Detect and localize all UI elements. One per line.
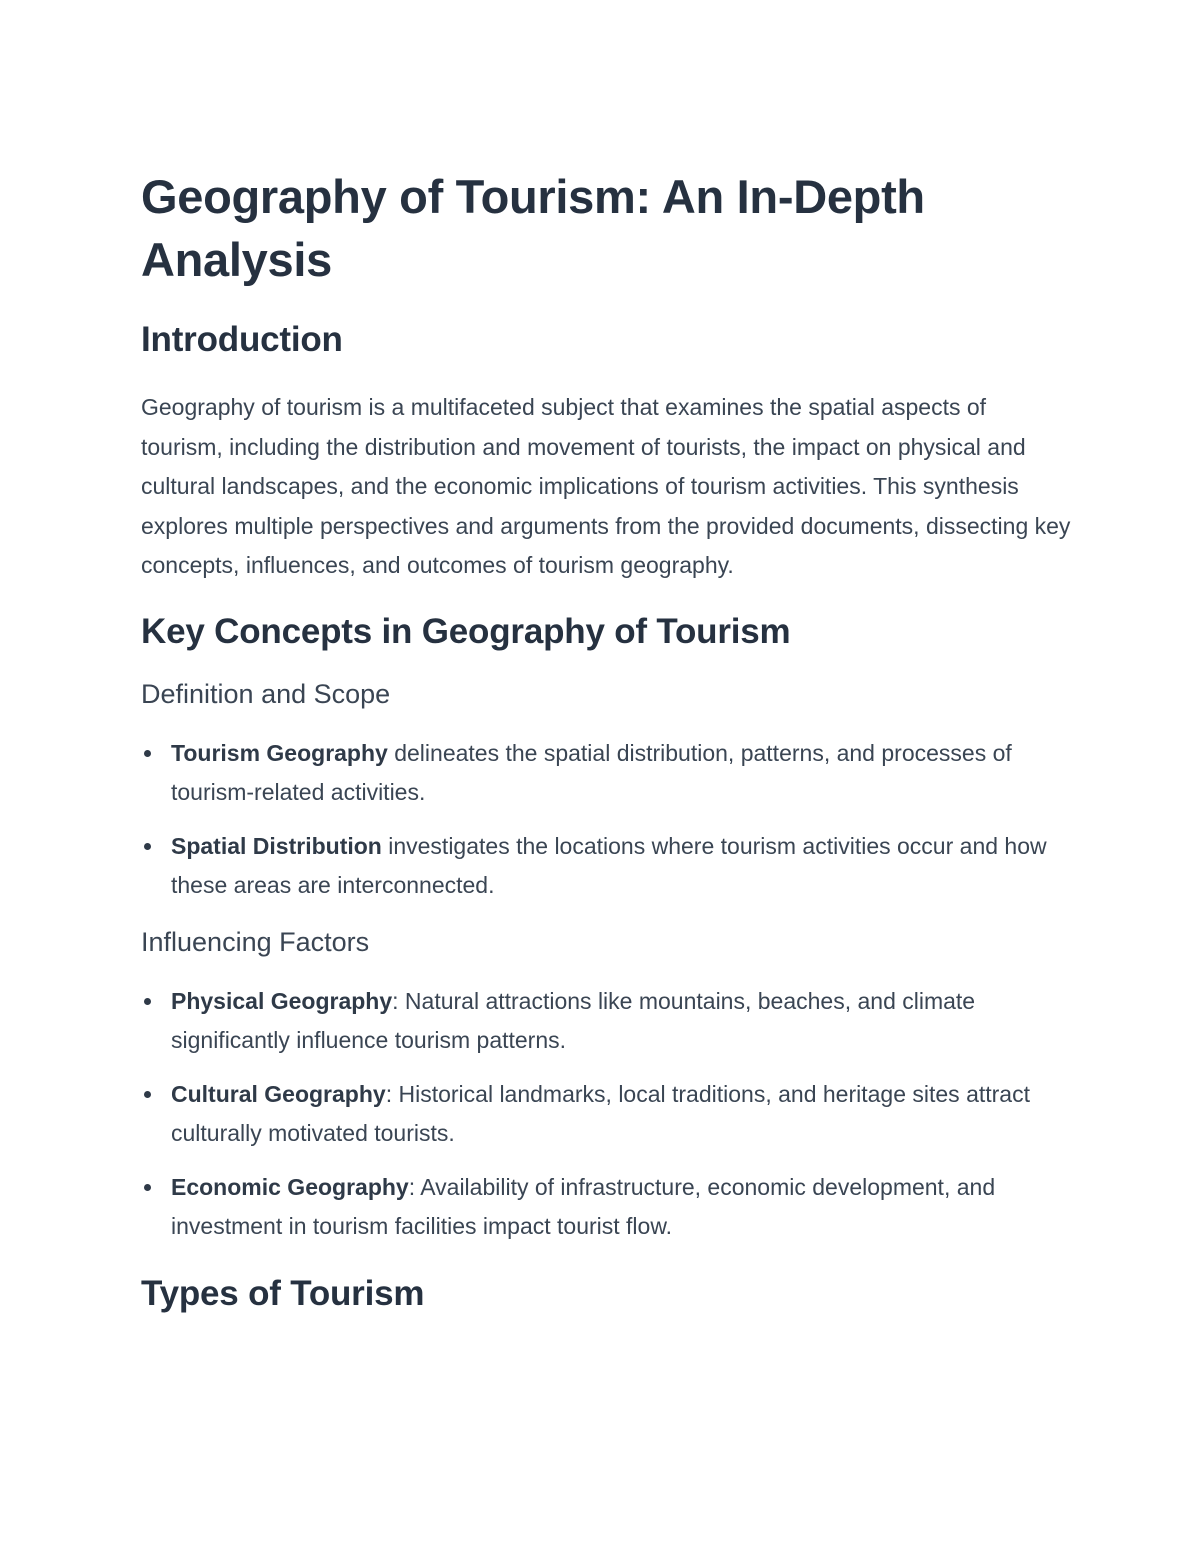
list-item xyxy=(141,734,1071,813)
list-item xyxy=(141,1168,1071,1247)
list-item-term: Physical Geography xyxy=(171,987,393,1014)
document-title: Geography of Tourism: An In-Depth Analysis xyxy=(141,170,925,286)
bullet-icon xyxy=(144,998,151,1005)
subsection-heading-definition-and-scope: Definition and Scope xyxy=(141,678,391,709)
list-item xyxy=(141,827,1071,906)
list-item-text: investigates the locations where tourism activities occur and how these areas are interconnected. xyxy=(171,832,1047,898)
section-heading-introduction: Introduction xyxy=(141,320,343,359)
list-item-text: : Historical landmarks, local traditions, and heritage sites attract culturally motivated tourists. xyxy=(171,1080,1030,1146)
bullet-icon xyxy=(144,750,151,757)
section-heading-types-of-tourism: Types of Tourism xyxy=(141,1273,425,1313)
list-item-term: Spatial Distribution xyxy=(171,832,382,859)
list-item-term: Economic Geography xyxy=(171,1173,409,1200)
list-item-text: : Availability of infrastructure, economic development, and investment in tourism facilities impact tourist flow. xyxy=(171,1173,996,1239)
list-item-term: Cultural Geography xyxy=(171,1080,386,1107)
definition-list xyxy=(141,734,1071,906)
introduction-paragraph: Geography of tourism is a multifaceted subject that examines the spatial aspects of tourism, including the distribution and movement of tourists, the impact on physical and cultural landscapes, and the economic implications of tourism activities. This synthesis explores multiple perspectives and arguments from the provided documents, dissecting key concepts, influences, and outcomes of tourism geography. xyxy=(141,394,1071,578)
list-item-text: : Natural attractions like mountains, beaches, and climate significantly influence tourism patterns. xyxy=(171,987,976,1053)
section-heading-key-concepts: Key Concepts in Geography of Tourism xyxy=(141,611,791,651)
list-item xyxy=(141,982,1071,1061)
list-item-text: delineates the spatial distribution, patterns, and processes of tourism-related activities. xyxy=(171,739,1012,805)
document-page xyxy=(141,165,1071,1316)
bullet-icon xyxy=(144,1184,151,1191)
list-item-term: Tourism Geography xyxy=(171,739,388,766)
subsection-heading-influencing-factors: Influencing Factors xyxy=(141,926,370,957)
factors-list xyxy=(141,982,1071,1247)
bullet-icon xyxy=(144,1091,151,1098)
list-item xyxy=(141,1075,1071,1154)
bullet-icon xyxy=(144,843,151,850)
